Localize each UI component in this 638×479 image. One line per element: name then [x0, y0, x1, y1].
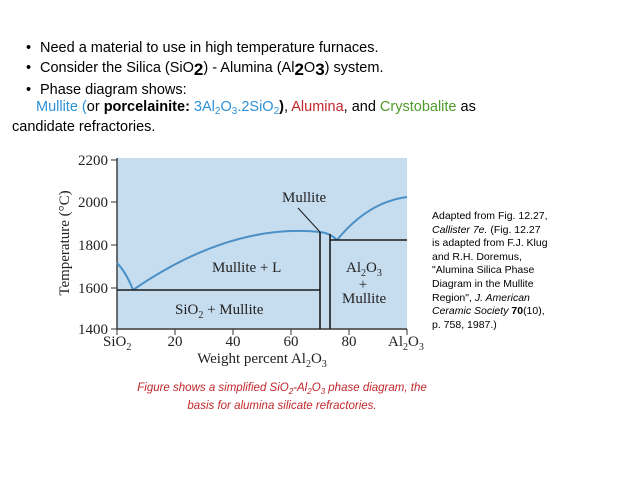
as-text: as — [456, 99, 476, 115]
mullite-label: Mullite ( — [36, 99, 87, 115]
bullet-text: O — [303, 60, 316, 76]
region-text: SiO — [175, 302, 199, 318]
caption-line: Adapted from Fig. 12.27, — [432, 210, 548, 222]
region-label-mullite-2: Mullite — [342, 291, 387, 307]
x-tick-label: 60 — [283, 334, 299, 350]
formula: O — [220, 99, 232, 115]
region-label-mullite-liquid: Mullite + L — [212, 260, 282, 276]
subscript: 2 — [214, 106, 221, 117]
subscript: 2 — [294, 60, 304, 79]
caption-text: Figure shows a simplified SiO — [137, 382, 289, 394]
y-tick-label: 2200 — [78, 153, 108, 169]
region-label-plus: + — [358, 277, 368, 293]
y-tick-marks — [111, 160, 117, 329]
x-tick-label: 80 — [341, 334, 357, 350]
subscript: 2 — [361, 268, 366, 279]
caption-italic: Callister 7e. — [432, 223, 488, 236]
subscript: 2 — [307, 387, 312, 396]
x-end-text: SiO — [103, 334, 127, 350]
bullet-marker: • — [26, 82, 32, 98]
alumina-label: Alumina — [291, 99, 344, 115]
x-end-label-sio2 — [103, 334, 131, 353]
caption-bold: 70 — [508, 305, 524, 318]
figure-caption — [112, 381, 452, 414]
bullet-marker: • — [26, 40, 32, 56]
subscript: 3 — [376, 268, 382, 279]
caption-line: is adapted from F.J. Klug — [432, 237, 548, 250]
x-end-text: Al — [388, 334, 403, 350]
caption-text: Region", — [432, 291, 472, 304]
caption-line: and R.H. Doremus, — [432, 250, 522, 263]
subscript: 2 — [273, 106, 280, 117]
region-text: + Mullite — [203, 302, 264, 318]
caption-line: p. 758, 1987.) — [432, 318, 497, 331]
caption-line — [432, 292, 622, 306]
region-label-mullite: Mullite — [282, 190, 327, 206]
separator: , and — [343, 99, 380, 115]
caption-line — [432, 305, 622, 319]
subscript: 2 — [126, 342, 132, 353]
region-text: O — [366, 260, 377, 276]
caption-line: "Alumina Silica Phase — [432, 264, 535, 277]
region-text: Al — [346, 260, 361, 276]
subscript: 3 — [321, 359, 327, 370]
bullet-text: ) system. — [324, 60, 384, 76]
figure-caption-line — [112, 381, 452, 399]
bullet-text: Consider the Silica (SiO — [40, 60, 194, 76]
formula: 3Al — [189, 99, 215, 115]
x-tick-label: 40 — [225, 334, 241, 350]
bullet-text: Phase diagram shows: — [40, 82, 187, 98]
x-tick-marks — [117, 329, 407, 335]
caption-text: phase diagram, the — [325, 382, 427, 394]
caption-line: Diagram in the Mullite — [432, 277, 534, 290]
subscript: 3 — [315, 60, 325, 79]
subscript: 3 — [231, 106, 238, 117]
x-axis-label — [197, 351, 327, 370]
formula: .2SiO — [237, 99, 274, 115]
caption-line — [432, 224, 622, 238]
crystobalite-label: Crystobalite — [379, 99, 457, 115]
subscript: 2 — [288, 387, 294, 396]
caption-text: -Al — [293, 382, 308, 394]
source-caption — [432, 210, 622, 332]
porcelainite-label: porcelainite: — [103, 99, 190, 115]
y-axis-label: Temperature (°C) — [57, 190, 73, 296]
x-axis-text: Weight percent Al — [197, 351, 306, 367]
subscript: 2 — [403, 342, 408, 353]
x-axis-text: O — [310, 351, 322, 367]
or-text: or — [86, 99, 104, 115]
subscript: 2 — [198, 310, 204, 321]
bullet-marker: • — [26, 60, 32, 76]
x-end-label-al2o3 — [388, 334, 424, 353]
x-end-text: O — [408, 334, 419, 350]
figure-caption-line: basis for alumina silicate refractories. — [187, 400, 377, 412]
y-tick-label: 1400 — [78, 322, 108, 338]
x-tick-label: 20 — [167, 334, 183, 350]
subscript: 3 — [320, 387, 326, 396]
subscript: 2 — [305, 359, 311, 370]
y-tick-label: 1600 — [78, 281, 108, 297]
y-tick-label: 1800 — [78, 238, 108, 254]
subscript: 3 — [418, 342, 424, 353]
separator: , — [283, 99, 292, 115]
caption-italic: J. American — [471, 291, 530, 304]
close-paren: ) — [279, 99, 284, 115]
bullet-text: ) - Alumina (Al — [203, 60, 295, 76]
subscript: 2 — [193, 60, 204, 79]
candidate-line-2: candidate refractories. — [12, 119, 156, 135]
caption-italic: Ceramic Society — [432, 305, 509, 318]
bullet-text: Need a material to use in high temperature furnaces. — [40, 40, 379, 56]
caption-text: (Fig. 12.27 — [487, 223, 541, 236]
caption-text: O — [311, 382, 321, 394]
y-tick-label: 2000 — [78, 195, 108, 211]
caption-text: (10), — [523, 305, 545, 318]
